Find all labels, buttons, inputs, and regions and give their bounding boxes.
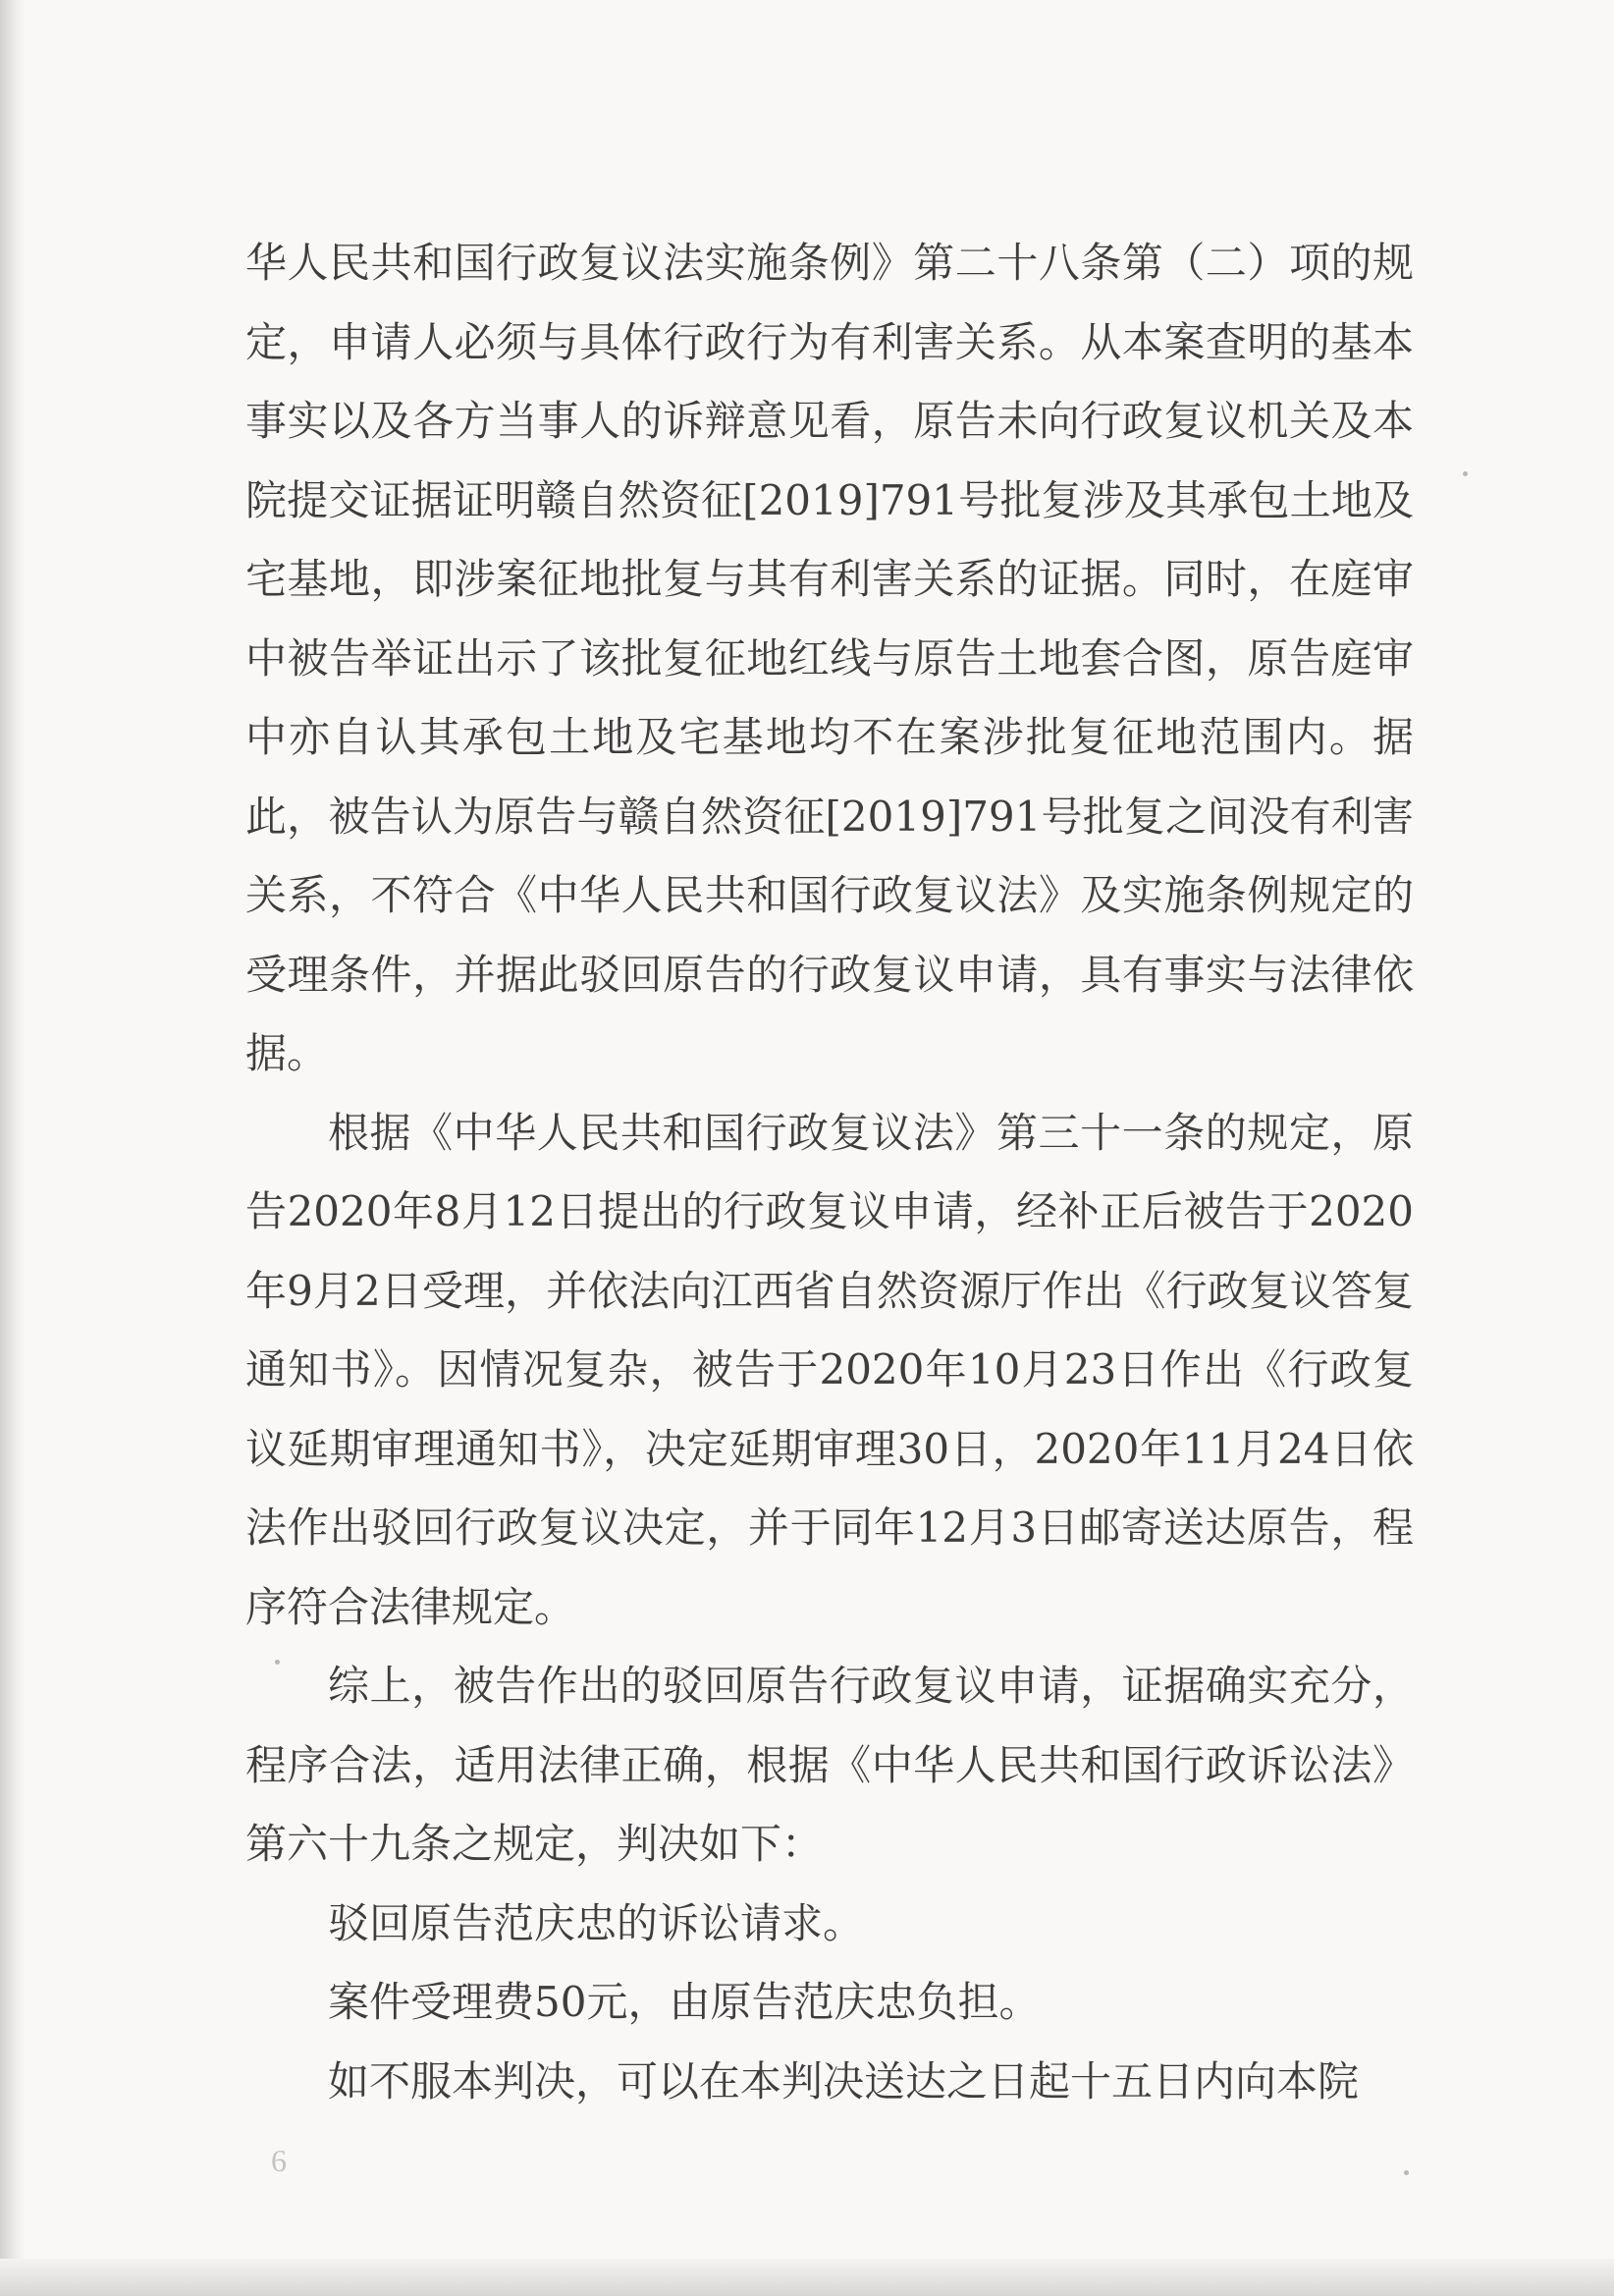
paragraph-fee: 案件受理费50元，由原告范庆忠负担。 (328, 1978, 1041, 2026)
paragraph-continuation: 华人民共和国行政复议法实施条例》第二十八条第（二）项的规定，申请人必须与具体行政行为有利害关系。从本案查明的基本事实以及各方当事人的诉辩意见看，原告未向行政复议机关及本院提交证据证明赣自然资征[2019]791号批复涉及其承包土地及宅基地，即涉案征地批复与其有利害关系的证据。同时，在庭审中被告举证出示了该批复征地红线与原告土地套合图，原告庭审中亦自认其承包土地及宅基地均不在案涉批复征地范围内。据此，被告认为原告与赣自然资征[2019]791号批复之间没有利害关系，不符合《中华人民共和国行政复议法》及实施条例规定的受理条件，并据此驳回原告的行政复议申请，具有事实与法律依据。 (245, 239, 1414, 1077)
scan-speck (275, 1660, 280, 1665)
paragraph-conclusion: 综上，被告作出的驳回原告行政复议申请，证据确实充分，程序合法，适用法律正确，根据《中华人民共和国行政诉讼法》第六十九条之规定，判决如下： (245, 1662, 1414, 1868)
paragraph-procedure: 根据《中华人民共和国行政复议法》第三十一条的规定，原告2020年8月12日提出的行政复议申请，经补正后被告于2020年9月2日受理，并依法向江西省自然资源厅作出《行政复议答复通知书》。因情况复杂，被告于2020年10月23日作出《行政复议延期审理通知书》，决定延期审理30日，2020年11月24日依法作出驳回行政复议决定，并于同年12月3日邮寄送达原告，程序符合法律规定。 (245, 1108, 1414, 1631)
scan-speck (1404, 2170, 1409, 2175)
scan-speck (1463, 471, 1468, 476)
page-number: 6 (271, 2143, 287, 2178)
judgment-body (245, 224, 1414, 2121)
scan-bottom-edge (0, 2259, 1614, 2296)
scan-left-edge (0, 0, 26, 2296)
paragraph-judgment: 驳回原告范庆忠的诉讼请求。 (328, 1898, 865, 1947)
paragraph-appeal: 如不服本判决，可以在本判决送达之日起十五日内向本院 (328, 2056, 1360, 2105)
